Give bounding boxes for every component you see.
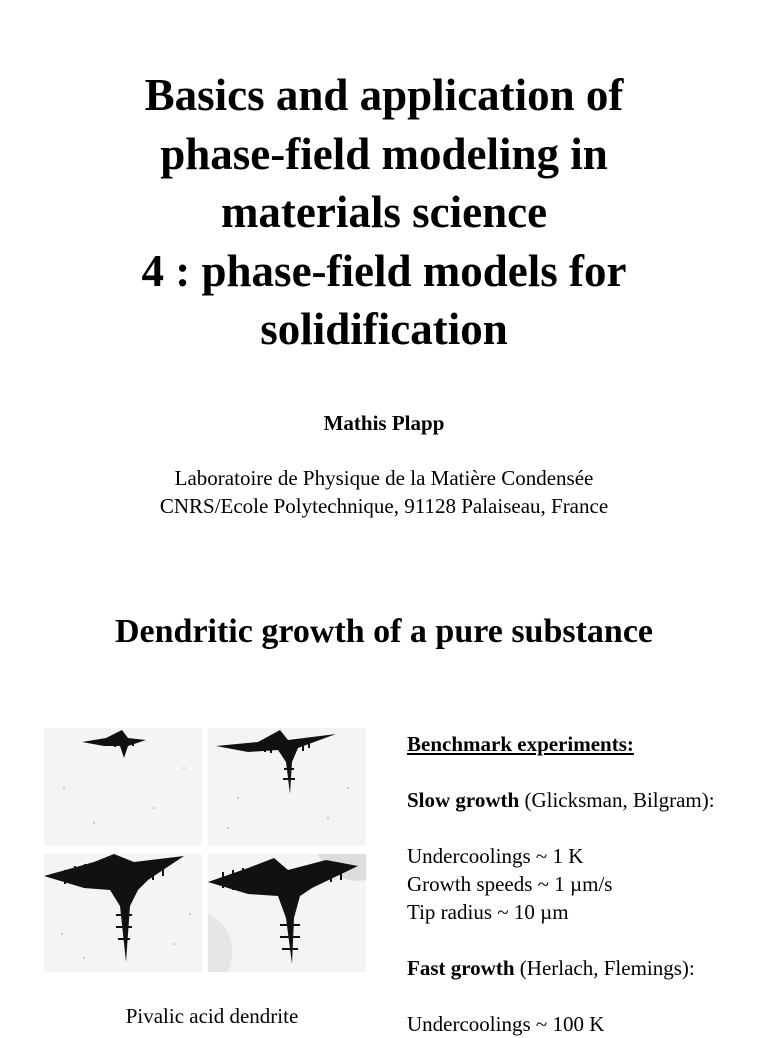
spacer <box>407 926 767 954</box>
title-line-4: 4 : phase-field models for <box>141 245 627 296</box>
title-line-1: Basics and application of <box>144 70 624 120</box>
slow-growth-line <box>407 786 767 814</box>
dendrite-photo-3 <box>44 854 202 972</box>
dendrite-photo-1 <box>44 728 202 846</box>
dendrite-figure <box>44 728 368 972</box>
spacer <box>407 814 767 842</box>
affiliation-line-1: Laboratoire de Physique de la Matière Condensée <box>174 466 594 490</box>
fast-growth-line <box>407 954 767 982</box>
figure-caption: Pivalic acid dendrite <box>125 1004 299 1028</box>
title-line-2: phase-field modeling in <box>160 128 608 179</box>
dendrite-photo-4 <box>208 854 366 972</box>
title-line-3: materials science <box>220 187 548 237</box>
benchmark-heading: Benchmark experiments: <box>407 732 634 756</box>
title-line-5: solidification <box>260 304 508 354</box>
fast-growth-refs: (Herlach, Flemings): <box>514 956 695 980</box>
affiliation <box>0 464 768 520</box>
benchmark-text <box>407 730 767 1038</box>
slow-growth-refs: (Glicksman, Bilgram): <box>519 788 715 812</box>
spacer <box>407 982 767 1010</box>
spacer <box>407 758 767 786</box>
author-name: Mathis Plapp <box>323 411 445 435</box>
fast-undercoolings: Undercoolings ~ 100 K <box>407 1012 605 1036</box>
slow-tip-radius: Tip radius ~ 10 µm <box>407 900 569 924</box>
slow-growth-label: Slow growth <box>407 788 520 812</box>
slide-title <box>0 66 768 359</box>
slow-growth-speeds: Growth speeds ~ 1 µm/s <box>407 872 613 896</box>
affiliation-line-2: CNRS/Ecole Polytechnique, 91128 Palaiseau, France <box>159 494 609 518</box>
section-title: Dendritic growth of a pure substance <box>114 613 654 650</box>
fast-growth-label: Fast growth <box>407 956 515 980</box>
slow-undercoolings: Undercoolings ~ 1 K <box>407 844 584 868</box>
dendrite-photo-2 <box>208 728 366 846</box>
